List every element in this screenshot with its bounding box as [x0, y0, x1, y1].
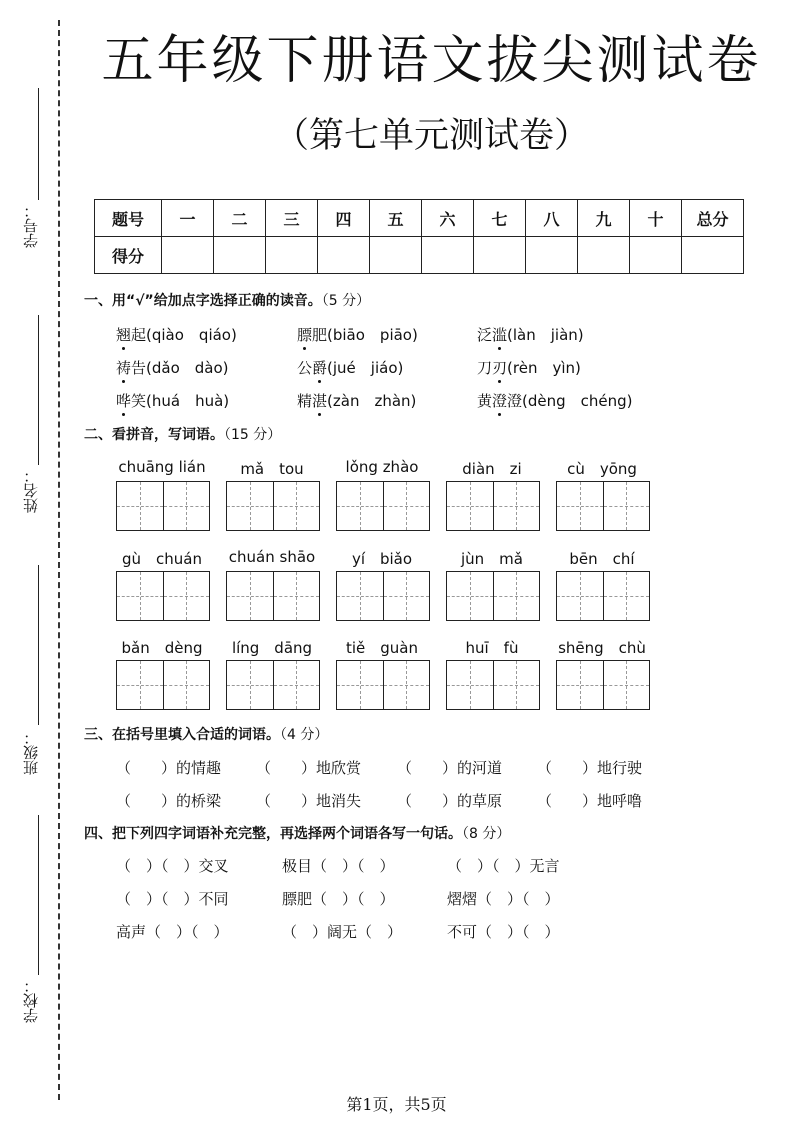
grid-cell[interactable] [447, 482, 493, 530]
writing-grid[interactable] [556, 481, 650, 531]
fill-blank-item[interactable]: （ ）地呼噜 [537, 792, 643, 810]
section1-title [84, 290, 370, 310]
fill-blank-item[interactable]: （ ）的河道 [397, 759, 503, 777]
fill-blank-item[interactable]: （ ）地欣赏 [256, 759, 362, 777]
header-cell: 题号 [95, 200, 162, 237]
header-cell: 五 [370, 200, 422, 237]
grid-cell[interactable] [163, 482, 210, 530]
grid-cell[interactable] [117, 572, 163, 620]
section4-title-text: 四、把下列四字词语补充完整，再选择两个词语各写一句话。 [84, 826, 462, 842]
reading-item-prefix: 精 [297, 392, 313, 410]
grid-cell[interactable] [117, 661, 163, 709]
header-cell: 四 [318, 200, 370, 237]
dotted-character: 刃 [492, 359, 508, 377]
score-cell[interactable] [266, 237, 318, 274]
reading-item-prefix: 黄 [477, 392, 493, 410]
writing-grid[interactable] [556, 660, 650, 710]
grid-cell[interactable] [493, 572, 540, 620]
header-cell: 十 [630, 200, 682, 237]
section2-points: （15 分） [224, 427, 282, 443]
dotted-character: 膘 [297, 326, 313, 344]
idiom-item[interactable]: （ ）（ ）不同 [116, 890, 229, 908]
pinyin-label: shēng chù [558, 639, 646, 657]
pinyin-label: cù yōng [567, 460, 637, 478]
header-cell: 二 [214, 200, 266, 237]
pinyin-label: tiě guàn [345, 639, 418, 657]
reading-item-options: (zàn zhàn) [327, 392, 417, 410]
pinyin-label: lǒng zhào [345, 458, 419, 476]
reading-item-prefix: 刀 [477, 359, 493, 377]
reading-item[interactable] [477, 390, 633, 411]
grid-cell[interactable] [603, 482, 650, 530]
idiom-item[interactable]: （ ）（ ）无言 [447, 857, 560, 875]
grid-cell[interactable] [337, 661, 383, 709]
grid-cell[interactable] [493, 661, 540, 709]
score-cell[interactable] [162, 237, 214, 274]
section4-points: （8 分） [462, 826, 511, 842]
score-table [94, 199, 744, 274]
score-table-header-row [95, 200, 744, 237]
score-cell[interactable] [422, 237, 474, 274]
section3-points: （4 分） [280, 727, 329, 743]
pinyin-label: chuán shāo [228, 548, 316, 566]
writing-grid[interactable] [446, 481, 540, 531]
writing-grid[interactable] [226, 571, 320, 621]
pinyin-label: mǎ tou [240, 460, 304, 478]
grid-cell[interactable] [383, 482, 430, 530]
fill-blank-item[interactable]: （ ）地消失 [256, 792, 362, 810]
grid-cell[interactable] [273, 482, 320, 530]
section3-title [84, 724, 328, 744]
section1-points: （5 分） [321, 293, 371, 309]
reading-item-options: (làn jiàn) [507, 326, 584, 344]
binding-dash-line [58, 20, 60, 1100]
score-cell[interactable] [214, 237, 266, 274]
score-row-label: 得分 [95, 237, 162, 274]
score-table-score-row [95, 237, 744, 274]
grid-cell[interactable] [557, 482, 603, 530]
idiom-item[interactable]: 极目（ ）（ ） [282, 857, 395, 875]
grid-cell[interactable] [557, 661, 603, 709]
dotted-character: 祷 [116, 359, 132, 377]
dotted-character: 澄 [492, 392, 508, 410]
reading-item-options: 肥(biāo piāo) [312, 326, 418, 344]
grid-cell[interactable] [557, 572, 603, 620]
score-cell[interactable] [578, 237, 630, 274]
writing-grid[interactable] [226, 660, 320, 710]
score-cell[interactable] [318, 237, 370, 274]
writing-grid[interactable] [556, 571, 650, 621]
score-cell[interactable] [474, 237, 526, 274]
class-label: 班级： [22, 730, 40, 775]
pinyin-label: bēn chí [569, 550, 635, 568]
grid-cell[interactable] [227, 661, 273, 709]
fill-blank-item[interactable]: （ ）地行驶 [537, 759, 643, 777]
dotted-character: 翘 [116, 326, 132, 344]
grid-cell[interactable] [337, 572, 383, 620]
reading-item[interactable] [116, 357, 229, 378]
pinyin-label: gù chuán [122, 550, 202, 568]
section3-title-text: 三、在括号里填入合适的词语。 [84, 727, 280, 743]
header-cell: 六 [422, 200, 474, 237]
pinyin-label: bǎn dèng [121, 639, 203, 657]
header-cell: 九 [578, 200, 630, 237]
grid-cell[interactable] [163, 572, 210, 620]
idiom-item[interactable]: 不可（ ）（ ） [447, 923, 560, 941]
page-subtitle: （第七单元测试卷） [273, 116, 589, 156]
header-cell: 七 [474, 200, 526, 237]
header-cell: 三 [266, 200, 318, 237]
pinyin-label: diàn zi [462, 460, 522, 478]
writing-grid[interactable] [116, 571, 210, 621]
page-title: 五年级下册语文拔尖测试卷 [101, 31, 762, 91]
reading-item[interactable] [116, 324, 237, 345]
writing-grid[interactable] [336, 481, 430, 531]
grid-cell[interactable] [337, 482, 383, 530]
dotted-character: 爵 [312, 359, 328, 377]
pinyin-label: yí biǎo [351, 550, 413, 568]
grid-cell[interactable] [447, 661, 493, 709]
dotted-character: 哗 [116, 392, 132, 410]
grid-cell[interactable] [163, 661, 210, 709]
reading-item[interactable] [477, 324, 584, 345]
pinyin-label: chuāng lián [118, 458, 206, 476]
fill-blank-item[interactable]: （ ）的草原 [397, 792, 503, 810]
reading-item[interactable] [297, 357, 403, 378]
writing-grid[interactable] [116, 660, 210, 710]
idiom-item[interactable]: 膘肥（ ）（ ） [282, 890, 395, 908]
student-number-label: 学号： [22, 203, 40, 248]
dotted-character: 滥 [492, 326, 508, 344]
reading-item-options: (rèn yìn) [507, 359, 581, 377]
grid-cell[interactable] [227, 572, 273, 620]
section2-title-text: 二、看拼音，写词语。 [84, 427, 224, 443]
reading-item-options: (jué jiáo) [327, 359, 404, 377]
reading-item[interactable] [297, 324, 418, 345]
header-cell: 八 [526, 200, 578, 237]
reading-item-options: 澄(dèng chéng) [507, 392, 633, 410]
score-cell[interactable] [682, 237, 744, 274]
reading-item[interactable] [297, 390, 416, 411]
dotted-character: 湛 [312, 392, 328, 410]
score-cell[interactable] [630, 237, 682, 274]
section4-title [84, 823, 510, 843]
writing-grid[interactable] [336, 660, 430, 710]
grid-cell[interactable] [273, 572, 320, 620]
grid-cell[interactable] [603, 661, 650, 709]
page-footer: 第1页，共5页 [346, 1095, 447, 1114]
reading-item-prefix: 公 [297, 359, 313, 377]
header-cell: 一 [162, 200, 214, 237]
grid-cell[interactable] [273, 661, 320, 709]
grid-cell[interactable] [603, 572, 650, 620]
reading-item[interactable] [116, 390, 229, 411]
section2-title [84, 424, 281, 444]
idiom-item[interactable]: 熠熠（ ）（ ） [447, 890, 560, 908]
reading-item-options: 起(qiào qiáo) [131, 326, 237, 344]
pinyin-label: huī fù [465, 639, 519, 657]
grid-cell[interactable] [447, 572, 493, 620]
grid-cell[interactable] [383, 572, 430, 620]
writing-grid[interactable] [226, 481, 320, 531]
reading-item-options: 告(dǎo dào) [131, 359, 229, 377]
school-label: 学校： [22, 978, 40, 1023]
grid-cell[interactable] [227, 482, 273, 530]
score-cell[interactable] [370, 237, 422, 274]
name-label: 姓名： [22, 468, 40, 513]
grid-cell[interactable] [117, 482, 163, 530]
writing-grid[interactable] [446, 571, 540, 621]
grid-cell[interactable] [493, 482, 540, 530]
header-cell: 总分 [682, 200, 744, 237]
idiom-item[interactable]: 高声（ ）（ ） [116, 923, 229, 941]
pinyin-label: jùn mǎ [461, 550, 523, 568]
section1-title-text: 一、用“√”给加点字选择正确的读音。 [84, 293, 322, 309]
fill-blank-item[interactable]: （ ）的桥梁 [116, 792, 222, 810]
writing-grid[interactable] [116, 481, 210, 531]
score-cell[interactable] [526, 237, 578, 274]
idiom-item[interactable]: （ ）（ ）交叉 [116, 857, 229, 875]
reading-item-options: 笑(huá huà) [131, 392, 230, 410]
grid-cell[interactable] [383, 661, 430, 709]
reading-item[interactable] [477, 357, 581, 378]
reading-item-prefix: 泛 [477, 326, 493, 344]
writing-grid[interactable] [336, 571, 430, 621]
writing-grid[interactable] [446, 660, 540, 710]
fill-blank-item[interactable]: （ ）的情趣 [116, 759, 222, 777]
pinyin-label: líng dāng [231, 639, 313, 657]
idiom-item[interactable]: （ ）阔无（ ） [282, 923, 403, 941]
